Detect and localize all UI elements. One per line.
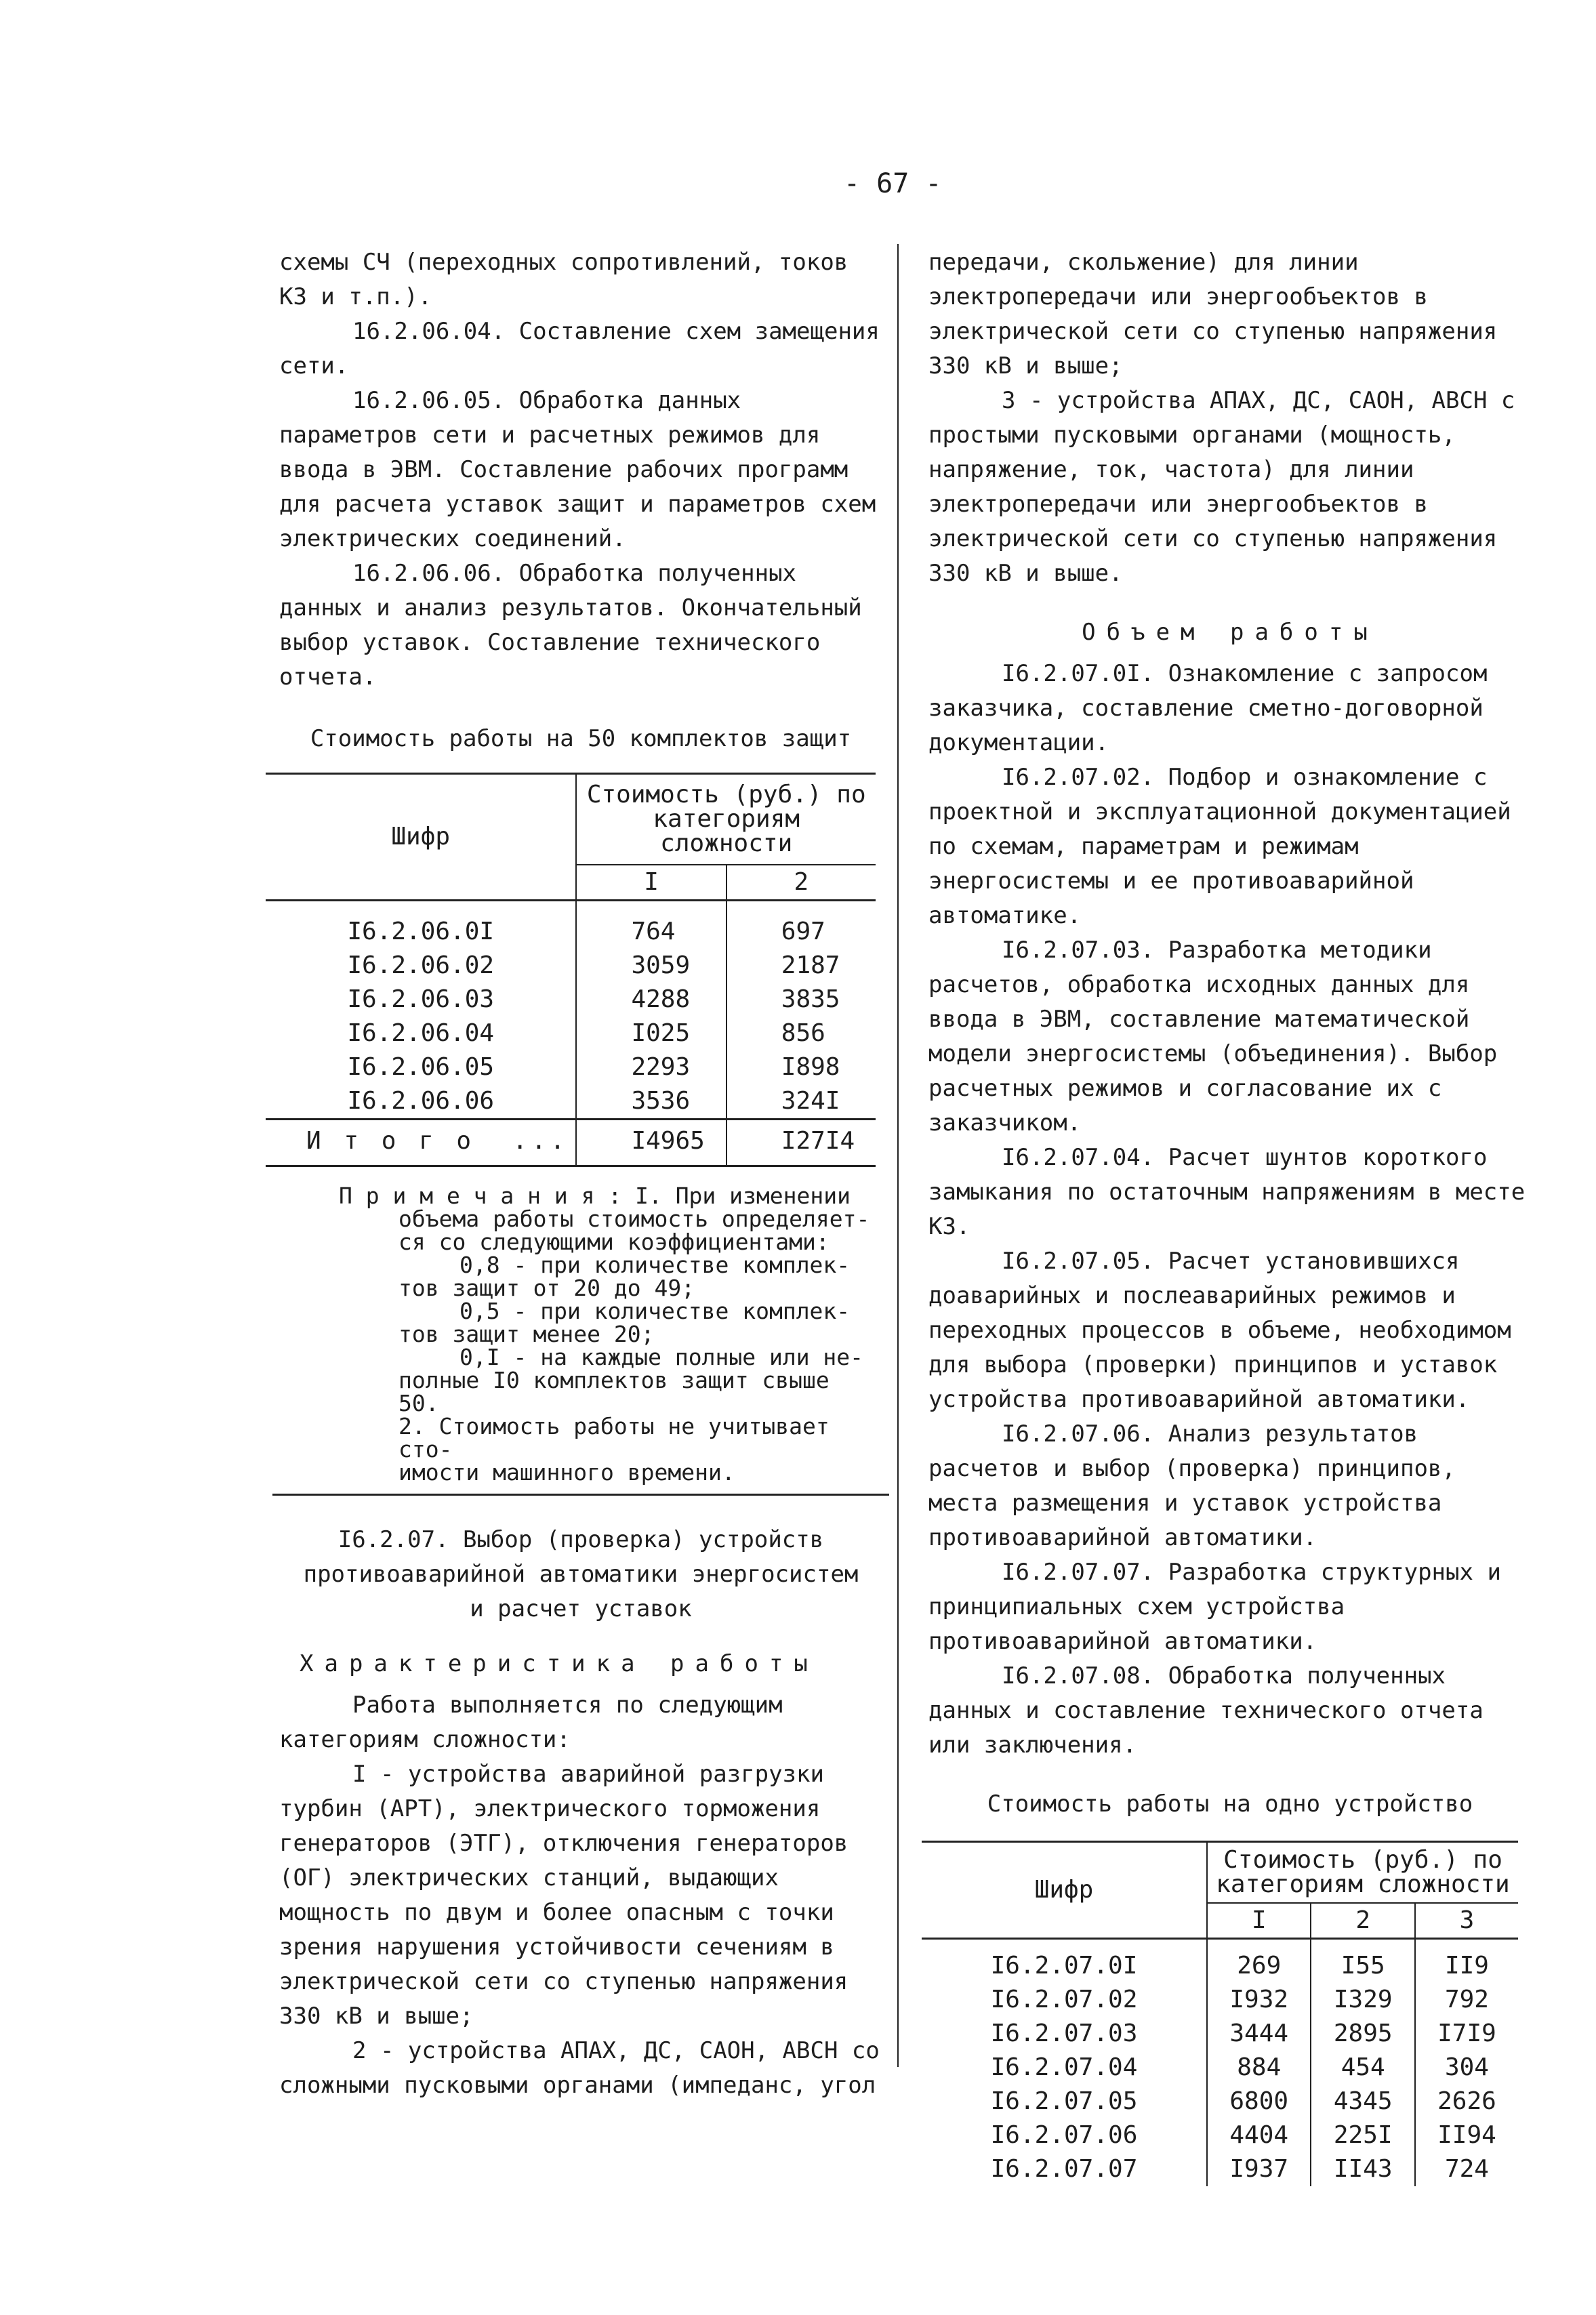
paragraph: I6.2.07.05. Расчет установившихся доаварийных и послеаварийных режимов и переходных процессов в объеме, необходимом для выбора (проверки) принципов и уставок устройства противоаварийной автоматики. — [928, 1248, 1511, 1413]
total-value: I27I4 — [781, 1127, 855, 1155]
paragraph: I6.2.07.06. Анализ результатов расчетов и выбор (проверка) принципов, места размещения и уставок устройства противоаварийной автоматики. — [928, 1420, 1456, 1551]
table-row: I6.2.06.02 3059 2187 — [266, 949, 876, 983]
total-label: И т о г о ... — [266, 1120, 576, 1165]
paragraph: I - устройства аварийной разгрузки турбин (АРТ), электрического торможения генераторов (ЭТГ), отключения генераторов (ОГ) электрических станций, выдающих мощность по двум и более опасным с точки зрения нарушения устойчивости сечениям в электрической сети со ступенью напряжения 330 кВ и выше; — [279, 1761, 848, 2030]
table-row: I6.2.07.03 3444 2895 I7I9 — [922, 2017, 1518, 2051]
category-header: 3 — [1459, 1906, 1475, 1934]
paragraph: 16.2.06.06. Обработка полученных данных и анализ результатов. Окончательный выбор уставок. Составление технического отчета. — [279, 560, 862, 691]
paragraph: I6.2.07.07. Разработка структурных и принципиальных схем устройства противоаварийной автоматики. — [928, 1559, 1501, 1655]
note-line: тов защит от 20 до 49; — [398, 1275, 695, 1301]
table-row: I6.2.07.0I 269 I55 II9 — [922, 1940, 1518, 1983]
note-line: 0,5 - при количестве комплек- — [459, 1298, 851, 1324]
paragraph: 16.2.06.04. Составление схем замещения сети. — [279, 318, 880, 380]
table-row: I6.2.06.06 3536 324I — [266, 1084, 876, 1118]
paragraph: I6.2.07.08. Обработка полученных данных и составление технического отчета или заключения. — [928, 1662, 1484, 1759]
note-line: 0,I - на каждые полные или не- — [459, 1344, 864, 1370]
paragraph: I6.2.07.04. Расчет шунтов короткого замыкания по остаточным напряжениям в месте КЗ. — [928, 1144, 1526, 1240]
note-line: ся со следующими коэффициентами: — [398, 1229, 830, 1255]
table-row: I6.2.06.05 2293 I898 — [266, 1050, 876, 1084]
column-divider — [897, 244, 899, 2067]
section-title: и расчет уставок — [470, 1595, 692, 1622]
table-row: I6.2.07.07 I937 II43 724 — [922, 2152, 1518, 2186]
note-line: имости машинного времени. — [398, 1459, 735, 1486]
table-total-row — [266, 1120, 876, 1165]
subsection-heading: Характеристика работы — [300, 1650, 819, 1677]
category-header: 2 — [1311, 1903, 1414, 1938]
table-row: I6.2.07.06 4404 225I II94 — [922, 2118, 1518, 2152]
note-line: тов защит менее 20; — [398, 1321, 655, 1347]
cost-table-1 — [266, 773, 876, 1167]
note-line: 0,8 - при количестве комплек- — [459, 1252, 851, 1278]
column-header-cost: Стоимость (руб.) по категориям сложности — [1207, 1843, 1518, 1903]
category-header: I — [1207, 1903, 1311, 1938]
paragraph: I6.2.07.0I. Ознакомление с запросом заказчика, составление сметно-договорной документации. — [928, 660, 1488, 756]
table-row: I6.2.06.03 4288 3835 — [266, 983, 876, 1017]
note-line: объема работы стоимость определяет- — [398, 1206, 870, 1232]
note-line: П р и м е ч а н и я : I. При изменении — [339, 1183, 851, 1209]
table-row: I6.2.07.02 I932 I329 792 — [922, 1983, 1518, 2017]
paragraph: 2 - устройства АПАХ, ДС, САОН, АВСН со сложными пусковыми органами (импеданс, угол — [279, 2037, 880, 2099]
category-header: 2 — [794, 868, 809, 896]
column-header-cost: Стоимость (руб.) по категориям сложности — [576, 775, 876, 865]
table-row: I6.2.06.04 I025 856 — [266, 1017, 876, 1050]
table-caption: Стоимость работы на одно устройство — [987, 1790, 1473, 1818]
paragraph: I6.2.07.03. Разработка методики расчетов, обработка исходных данных для ввода в ЭВМ, составление математической модели энергосистемы (объединения). Выбор расчетных режимов и согласование их с заказчиком. — [928, 937, 1498, 1136]
table-row: I6.2.06.0I 764 697 — [266, 901, 876, 949]
table-row: I6.2.07.05 6800 4345 2626 — [922, 2085, 1518, 2118]
left-column — [279, 245, 882, 2103]
paragraph: Работа выполняется по следующим категориям сложности: — [279, 1692, 783, 1753]
right-column — [928, 245, 1532, 2186]
paragraph: схемы СЧ (переходных сопротивлений, токов КЗ и т.п.). — [279, 249, 848, 310]
table-caption: Стоимость работы на 50 комплектов защит — [310, 725, 852, 752]
page-number: - 67 - — [844, 168, 942, 199]
paragraph: I6.2.07.02. Подбор и ознакомление с проектной и эксплуатационной документацией по схемам, параметрам и режимам энергосистемы и ее противоаварийной автоматике. — [928, 764, 1511, 929]
note-line: 2. Стоимость работы не учитывает сто- — [398, 1413, 830, 1462]
paragraph: 16.2.06.05. Обработка данных параметров сети и расчетных режимов для ввода в ЭВМ. Составление рабочих программ для расчета уставок защит и параметров схем электрических соединений. — [279, 387, 876, 552]
note-line: полные I0 комплектов защит свыше 50. — [398, 1367, 830, 1416]
section-title: противоаварийной автоматики энергосистем — [303, 1561, 859, 1588]
cost-table-2 — [922, 1841, 1518, 2186]
table-notes — [339, 1185, 882, 1484]
category-header: I — [576, 865, 726, 899]
subsection-heading: Объем работы — [1082, 619, 1378, 646]
section-title: I6.2.07. Выбор (проверка) устройств — [337, 1526, 824, 1553]
paragraph: передачи, скольжение) для линии электропередачи или энергообъектов в электрической сети со ступенью напряжения 330 кВ и выше; — [928, 249, 1498, 380]
column-header-code: Шифр — [922, 1843, 1207, 1938]
paragraph: 3 - устройства АПАХ, ДС, САОН, АВСН с простыми пусковыми органами (мощность, напряжение, ток, частота) для линии электропередачи или энергообъектов в электрической сети со ступенью напряжения 330 кВ и выше. — [928, 387, 1515, 587]
table-row: I6.2.07.04 884 454 304 — [922, 2051, 1518, 2085]
total-value: I4965 — [576, 1120, 726, 1165]
column-header-code: Шифр — [266, 775, 576, 899]
